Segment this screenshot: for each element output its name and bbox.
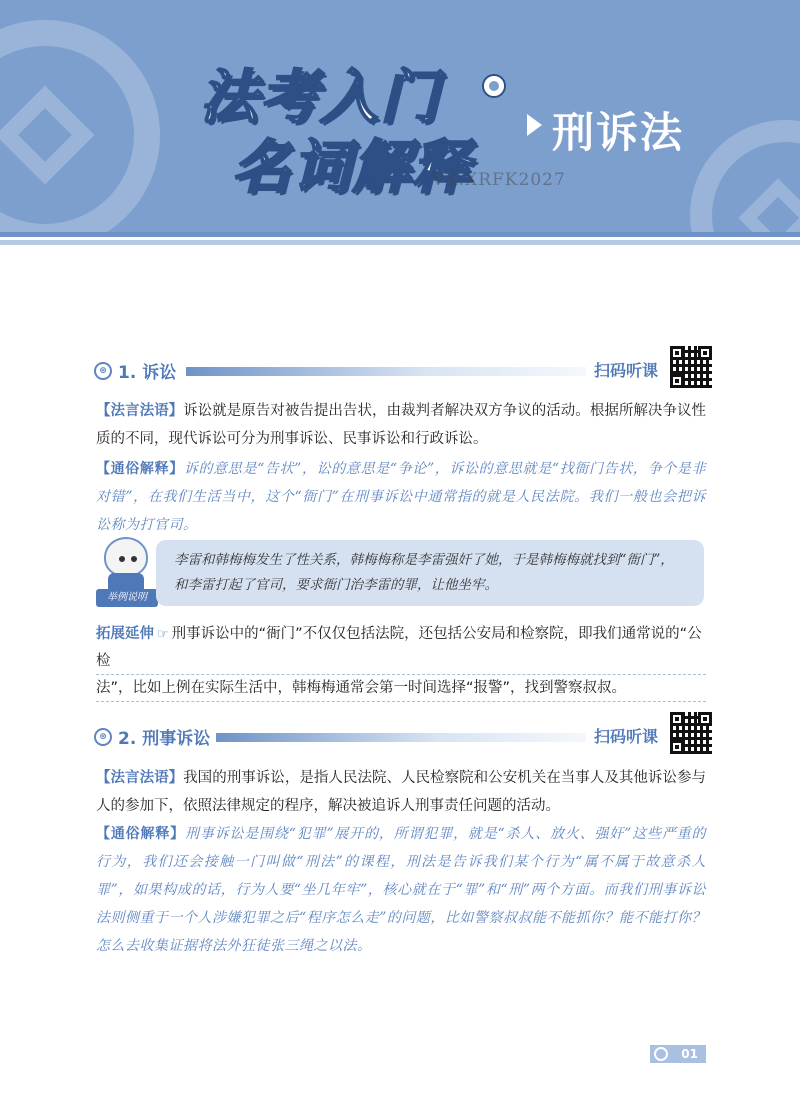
section-title-bar: [216, 733, 586, 742]
plain-text: 诉的意思是“告状”，讼的意思是“争论”，诉讼的意思就是“找衙门告状，争个是非对错”，在我们生活当中，这个“衙门”在刑事诉讼中通常指的就是人民法院。我们一般也会把诉讼称为打官司。: [96, 461, 706, 533]
section-title: 1. 诉讼: [118, 363, 177, 383]
section-logo-icon: ⊛: [94, 362, 112, 380]
plain-text: 刑事诉讼是围绕“犯罪”展开的，所谓犯罪，就是“杀人、放火、强奸”这些严重的行为，我们还会接触一门叫做“刑法”的课程，刑法是告诉我们某个行为“属不属于故意杀人罪”，如果构成的话，行为人要“坐几年牢”，核心就在于“罪”和“刑”两个方面。而我们刑事诉讼法则侧重于一个人涉嫌犯罪之后“程序怎么走”的问题，比如警察叔叔能不能抓你？能不能打你？怎么去收集证据将法外狂徒张三绳之以法。: [96, 826, 706, 954]
banner-stripe: [0, 240, 800, 245]
example-text: 李雷和韩梅梅发生了性关系，韩梅梅称是李雷强奸了她，于是韩梅梅就找到“衙门”，和李雷打起了官司，要求衙门治李雷的罪，让他坐牢。: [174, 552, 674, 593]
watermark: VX:XRFK2027: [432, 170, 566, 190]
section-title: 2. 刑事诉讼: [118, 729, 211, 749]
extension-paragraph: [96, 621, 706, 702]
plain-label: 【通俗解释】: [96, 826, 185, 842]
banner-stripe: [0, 232, 800, 237]
section-header-2: [94, 718, 714, 758]
section-header-1: [94, 352, 714, 392]
page-number-text: 01: [681, 1047, 698, 1061]
example-tag: 举例说明: [96, 589, 158, 607]
qr-code-icon[interactable]: [668, 710, 714, 756]
mascot-illustration: [96, 533, 158, 607]
legal-text: 诉讼就是原告对被告提出告状，由裁判者解决双方争议的活动。根据所解决争议性质的不同，现代诉讼可分为刑事诉讼、民事诉讼和行政诉讼。: [96, 403, 707, 447]
extend-line-2: 法”，比如上例在实际生活中，韩梅梅通常会第一时间选择“报警”，找到警察叔叔。: [96, 680, 627, 696]
play-arrow-icon: [527, 114, 542, 136]
section-title-bar: [186, 367, 586, 376]
page-number: [650, 1045, 706, 1063]
extend-label: 拓展延伸: [96, 626, 154, 642]
legal-definition-paragraph: [96, 764, 706, 820]
legal-text: 我国的刑事诉讼，是指人民法院、人民检察院和公安机关在当事人及其他诉讼参与人的参加下，依照法律规定的程序，解决被追诉人刑事责任问题的活动。: [96, 770, 707, 814]
title-dot-icon: [484, 76, 504, 96]
banner-subtitle: 刑诉法: [552, 108, 685, 157]
extend-line-1: 刑事诉讼中的“衙门”不仅仅包括法院，还包括公安局和检察院，即我们通常说的“公检: [96, 626, 702, 669]
header-banner: [0, 0, 800, 232]
legal-definition-paragraph: [96, 397, 706, 453]
plain-explanation-paragraph: [96, 820, 706, 960]
scan-to-listen-label: 扫码听课: [594, 361, 659, 380]
section-logo-icon: ⊛: [94, 728, 112, 746]
legal-label: 【法言法语】: [96, 403, 184, 419]
banner-title-line2: 名词解释: [232, 133, 473, 201]
plain-explanation-paragraph: [96, 455, 706, 539]
plain-label: 【通俗解释】: [96, 461, 184, 477]
scan-to-listen-label: 扫码听课: [594, 727, 659, 746]
qr-code-icon[interactable]: [668, 344, 714, 390]
legal-label: 【法言法语】: [96, 770, 184, 786]
example-box: [156, 540, 704, 606]
pointing-hand-icon: ☞: [157, 627, 169, 642]
page-logo-icon: [654, 1047, 668, 1061]
banner-title-line1: 法考入门: [200, 63, 441, 131]
